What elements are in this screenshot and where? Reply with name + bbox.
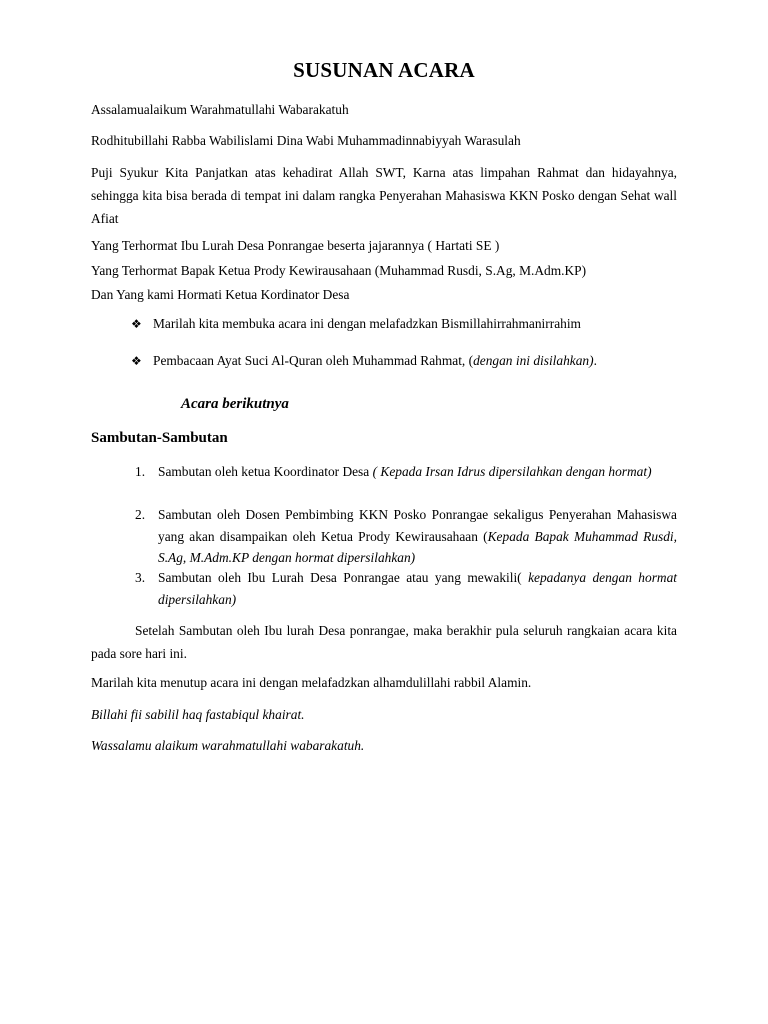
diamond-bullet-icon: ❖ bbox=[131, 354, 142, 368]
bullet-item bbox=[131, 353, 597, 369]
bullet-text: Pembacaan Ayat Suci Al-Quran oleh Muhammad Rahmat, ( bbox=[153, 353, 474, 368]
wassalam-line: Wassalamu alaikum warahmatullahi wabarakatuh. bbox=[91, 738, 365, 753]
bullet-italic: dengan ini disilahkan) bbox=[473, 353, 594, 368]
document-title: SUSUNAN ACARA bbox=[293, 58, 475, 82]
billahi-line: Billahi fii sabilil haq fastabiqul khairat. bbox=[91, 707, 305, 722]
list-item bbox=[131, 461, 677, 483]
closing-prayer: Marilah kita menutup acara ini dengan melafadzkan alhamdulillahi rabbil Alamin. bbox=[91, 675, 532, 690]
praise-paragraph: Puji Syukur Kita Panjatkan atas kehadirat Allah SWT, Karna atas limpahan Rahmat dan hidayahnya, sehingga kita bisa berada di tempat ini dalam rangka Penyerahan Mahasiswa KKN Posko dengan Sehat wall Afiat bbox=[91, 165, 677, 226]
list-number: 3. bbox=[135, 570, 146, 585]
list-text: Sambutan oleh ketua Koordinator Desa bbox=[158, 464, 373, 479]
diamond-bullet-icon: ❖ bbox=[131, 317, 142, 331]
closing-paragraph: Setelah Sambutan oleh Ibu lurah Desa ponrangae, maka berakhir pula seluruh rangkaian acara kita pada sore hari ini. bbox=[91, 623, 677, 661]
list-item bbox=[131, 567, 677, 610]
list-italic: kepadanya dengan hormat dipersilahkan) bbox=[158, 570, 677, 607]
bullet-item bbox=[131, 316, 581, 332]
list-italic: ( Kepada Irsan Idrus dipersilahkan dengan hormat) bbox=[372, 464, 652, 479]
subheading: Acara berikutnya bbox=[181, 396, 289, 412]
greeting: Assalamualaikum Warahmatullahi Wabarakatuh bbox=[91, 102, 349, 117]
bullet-text: Marilah kita membuka acara ini dengan melafadzkan Bismillahirrahmanirrahim bbox=[153, 316, 581, 331]
honorific-line: Yang Terhormat Bapak Ketua Prody Kewirausahaan (Muhammad Rusdi, S.Ag, M.Adm.KP) bbox=[91, 263, 587, 278]
bullet-tail: . bbox=[593, 353, 597, 368]
list-italic: Kepada Bapak Muhammad Rusdi, S.Ag, M.Adm.KP dengan hormat dipersilahkan) bbox=[158, 528, 678, 565]
opening-line: Rodhitubillahi Rabba Wabilislami Dina Wabi Muhammadinnabiyyah Warasulah bbox=[91, 133, 521, 148]
list-number: 1. bbox=[135, 464, 146, 479]
section-heading: Sambutan-Sambutan bbox=[91, 430, 228, 446]
list-text: Sambutan oleh Ibu Lurah Desa Ponrangae atau yang mewakili( bbox=[158, 570, 529, 585]
honorific-line: Yang Terhormat Ibu Lurah Desa Ponrangae beserta jajarannya ( Hartati SE ) bbox=[91, 238, 500, 253]
list-item bbox=[131, 504, 677, 569]
honorific-line: Dan Yang kami Hormati Ketua Kordinator Desa bbox=[91, 287, 350, 302]
list-number: 2. bbox=[135, 507, 146, 522]
list-text: Sambutan oleh Dosen Pembimbing KKN Posko Ponrangae sekaligus Penyerahan Mahasiswa yang akan disampaikan oleh Ketua Prody Kewirausahaan ( bbox=[158, 507, 677, 544]
